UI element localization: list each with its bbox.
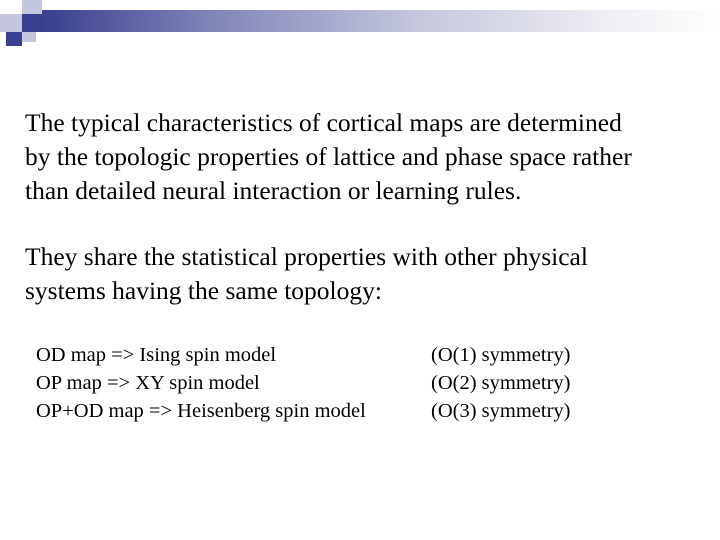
paragraph-line: systems having the same topology: [25,276,382,305]
paragraph-line: They share the statistical properties with other physical [25,242,588,271]
paragraph-line: than detailed neural interaction or learning rules. [25,176,522,205]
header-gradient-band [42,10,720,32]
map-model: OP map => XY spin model [36,372,260,394]
symmetry: (O(3) symmetry) [431,400,571,422]
symmetry: (O(2) symmetry) [431,372,571,394]
paragraph-line: The typical characteristics of cortical maps are determined [25,108,622,137]
symmetry: (O(1) symmetry) [431,344,571,366]
paragraph-line: by the topologic properties of lattice and phase space rather [25,142,632,171]
map-model: OD map => Ising spin model [36,344,277,366]
map-model: OP+OD map => Heisenberg spin model [36,400,366,422]
paragraph-statistical-properties [25,240,705,308]
paragraph-cortical-maps [25,106,705,208]
